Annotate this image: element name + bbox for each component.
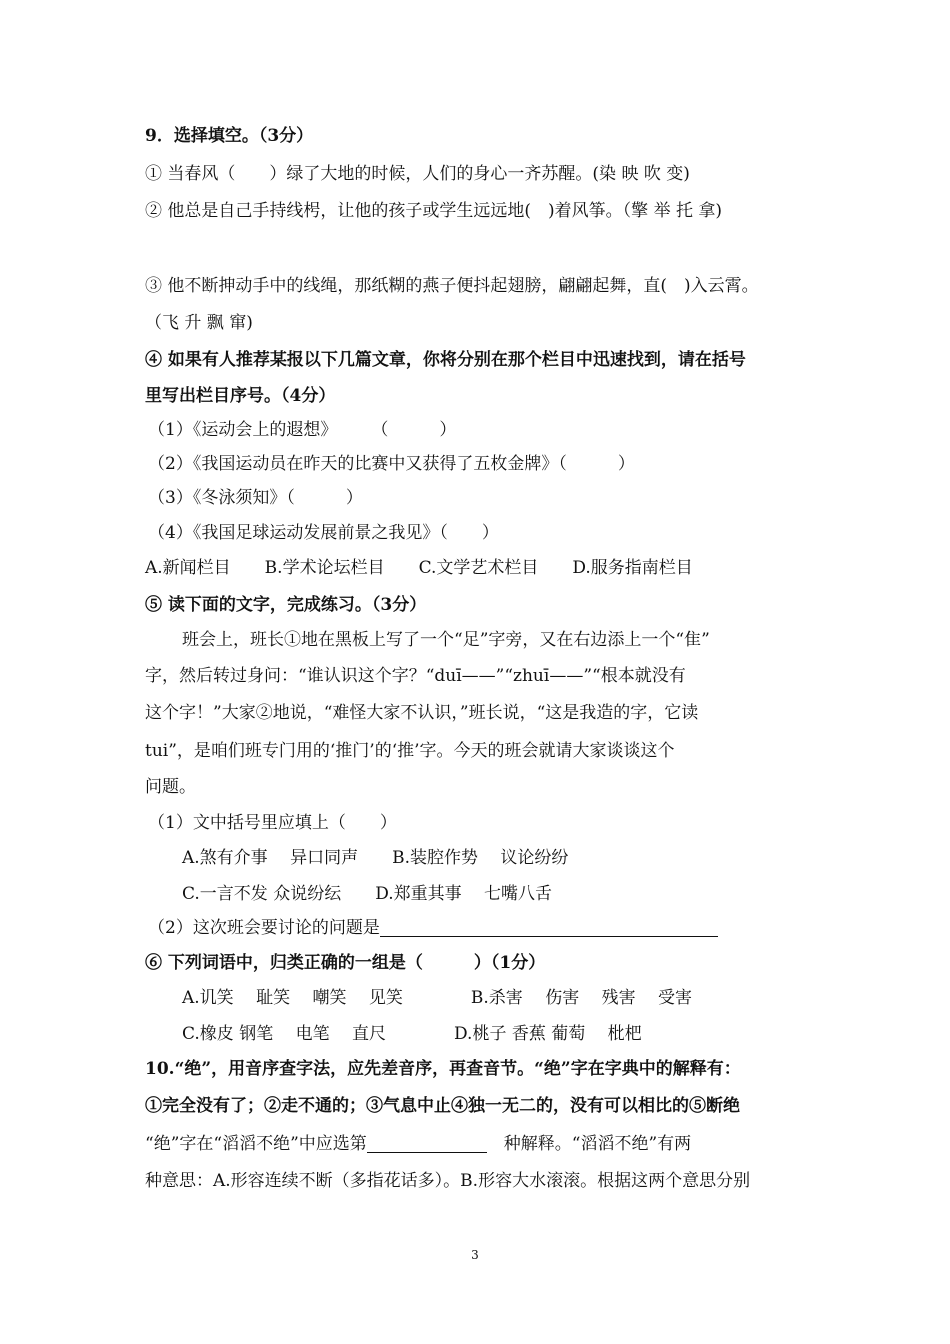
q9-5-passage-5: 问题。 <box>145 777 196 797</box>
q9-5-passage-3: 这个字！”大家②地说，“难怪大家不认识，”班长说，“这是我造的字，它读 <box>145 703 699 723</box>
q9-sentence-2: ② 他总是自己手持线枵，让他的孩子或学生远远地( )着风筝。（擎 举 托 拿) <box>145 201 723 221</box>
q10-line-3-start: “绝”字在“滔滔不绝”中应选第 <box>145 1134 367 1154</box>
q9-4-title-cont: 里写出栏目序号。（4分） <box>145 386 336 406</box>
q9-6-options-a: A.讥笑 耻笑 嘲笑 见笑 B.杀害 伤害 残害 受害 <box>182 988 692 1008</box>
q10-line-3 <box>145 1133 691 1155</box>
page-number: 3 <box>471 1248 479 1262</box>
q9-5-sub-2 <box>148 917 718 939</box>
answer-blank[interactable] <box>367 1134 487 1153</box>
q9-5-sub-1-options-b: C.一言不发 众说纷纭 D.郑重其事 七嘴八舌 <box>182 884 553 904</box>
q9-5-title: ⑤ 读下面的文字，完成练习。（3分） <box>145 595 427 615</box>
q10-line-1: 10.“绝”，用音序查字法，应先差音序，再查音节。“绝”字在字典中的解释有： <box>145 1059 741 1079</box>
q10-line-2: ①完全没有了；②走不通的；③气息中止④独一无二的，没有可以相比的⑤断绝 <box>145 1096 740 1116</box>
q9-5-sub-1: （1）文中括号里应填上（ ） <box>148 813 397 833</box>
q9-6-title: ⑥ 下列词语中，归类正确的一组是（ ）（1分） <box>145 953 546 973</box>
q9-4-item-3: （3）《冬泳须知》（ ） <box>148 488 363 508</box>
q9-5-sub-1-options-a: A.煞有介事 异口同声 B.装腔作势 议论纷纷 <box>182 848 569 868</box>
q9-5-passage-4: tui”，是咱们班专门用的‘推门’的‘推’字。今天的班会就请大家谈谈这个 <box>145 741 675 761</box>
q10-line-4: 种意思：A.形容连续不断（多指花话多）。B.形容大水滚滚。根据这两个意思分别 <box>145 1171 751 1191</box>
q9-5-sub-2-label: （2）这次班会要讨论的问题是 <box>148 918 380 938</box>
q9-title: 9．选择填空。（3分） <box>145 126 314 146</box>
q9-sentence-1: ① 当春风（ ）绿了大地的时候，人们的身心一齐苏醒。(染 映 吹 变) <box>145 164 690 184</box>
q9-4-item-4: （4）《我国足球运动发展前景之我见》（ ） <box>148 523 499 543</box>
answer-blank[interactable] <box>380 918 718 937</box>
q9-4-item-2: （2）《我国运动员在昨天的比赛中又获得了五枚金牌》（ ） <box>148 454 635 474</box>
q9-6-options-b: C.橡皮 钢笔 电笔 直尺 D.桃子 香蕉 葡萄 枇杷 <box>182 1024 642 1044</box>
q9-5-passage-1: 班会上，班长①地在黑板上写了一个“足”字旁，又在右边添上一个“隹” <box>182 630 710 650</box>
q10-line-3-end: 种解释。“滔滔不绝”有两 <box>503 1134 692 1154</box>
q9-sentence-3-options: （飞 升 飘 窜) <box>145 313 253 333</box>
q9-4-title: ④ 如果有人推荐某报以下几篇文章，你将分别在那个栏目中迅速找到，请在括号 <box>145 350 746 370</box>
q9-5-passage-2: 字，然后转过身问：“谁认识这个字？“duī——”“zhuī——”“根本就没有 <box>145 666 686 686</box>
q9-4-options: A.新闻栏目 B.学术论坛栏目 C.文学艺术栏目 D.服务指南栏目 <box>145 558 693 578</box>
q9-sentence-3: ③ 他不断抻动手中的线绳，那纸糊的燕子便抖起翅膀，翩翩起舞，直( )入云霄。 <box>145 276 759 296</box>
q9-4-item-1: （1）《运动会上的遐想》 （ ） <box>148 420 457 440</box>
